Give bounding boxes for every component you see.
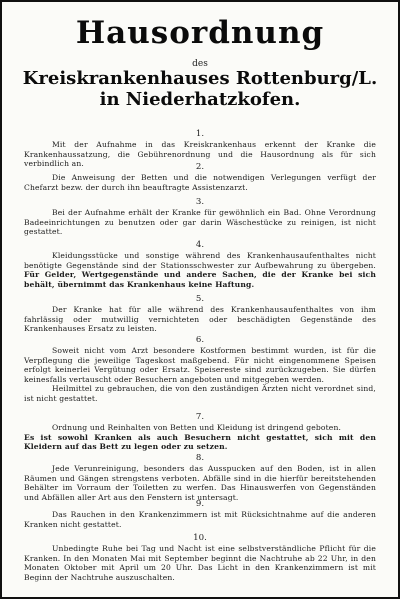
rule-text: Soweit nicht vom Arzt besondere Kostformen bestimmt wurden, ist für die Verpflegung die jeweilige Tageskost maßgebend. Für nicht eingenommene Speisen erfolgt keinerlei Vergütung oder Ersatz. Speisereste sind zurückzugeben. Sie dürfen keinesfalls vertauscht oder Besuchern angeboten und mitgegeben werden. <box>24 346 376 384</box>
rule-9 <box>2 499 398 529</box>
rule-number: 8. <box>195 453 205 463</box>
rule-text: Das Rauchen in den Krankenzimmern ist mit Rücksichtnahme auf die anderen Kranken nicht gestattet. <box>24 510 376 529</box>
title-connector: des <box>192 59 208 69</box>
rule-number: 6. <box>195 335 205 345</box>
rule-text: Die Anweisung der Betten und die notwendigen Verlegungen verfügt der Chefarzt bezw. der durch ihn beauftragte Assistenzarzt. <box>24 173 376 192</box>
rule-text: Der Kranke hat für alle während des Krankenhausaufenthaltes von ihm fahrlässig oder mutwillig vernichteten oder beschädigten Gegenstände des Krankenhauses Ersatz zu leisten. <box>24 305 376 334</box>
rule-text: Jede Verunreinigung, besonders das Ausspucken auf den Boden, ist in allen Räumen und Gängen strengstens verboten. Abfälle sind in die hierfür bereitstehenden Behälter im Vorraum der Toiletten zu werfen. Das Hinauswerfen von Gegenständen und Abfällen aller Art aus den Fenstern ist untersagt. <box>24 464 376 502</box>
rule-text: Bei der Aufnahme erhält der Kranke für gewöhnlich ein Bad. Ohne Verordnung Badeeinrichtungen zu benutzen oder gar darin Wäschestücke zu reinigen, ist nicht gestattet. <box>24 208 376 237</box>
rule-2 <box>2 162 398 192</box>
rule-text-bold: Es ist sowohl Kranken als auch Besuchern nicht gestattet, sich mit den Kleidern auf das Bett zu legen oder zu setzen. <box>24 432 376 452</box>
rule-text: Mit der Aufnahme in das Kreiskrankenhaus erkennt der Kranke die Krankenhaussatzung, die Gebührenordnung und die Hausordnung als für sich verbindlich an. <box>24 140 376 169</box>
rule-number: 7. <box>195 412 205 422</box>
page-title: Hausordnung <box>75 15 325 51</box>
rule-4 <box>2 240 398 289</box>
rule-3 <box>2 197 398 237</box>
rule-text: Kleidungsstücke und sonstige während des Krankenhausaufenthaltes nicht benötigte Gegenstände sind der Stationsschwester zur Aufbewahrung zu übergeben. <box>24 251 376 270</box>
institution-name: Kreiskrankenhauses Rottenburg/L. <box>22 68 378 89</box>
rule-text-bold: Für Gelder, Wertgegenstände und andere Sachen, die der Kranke bei sich behält, übernimmt das Krankenhaus keine Haftung. <box>24 270 376 289</box>
rule-10 <box>2 533 398 582</box>
rule-number: 2. <box>195 162 205 172</box>
rule-number: 10. <box>193 533 207 543</box>
rule-number: 4. <box>195 240 205 250</box>
rule-7 <box>2 412 398 452</box>
rule-6 <box>2 335 398 404</box>
rule-number: 5. <box>195 294 205 304</box>
institution-location: in Niederhatzkofen. <box>99 89 301 110</box>
rule-number: 3. <box>195 197 205 207</box>
rule-text: Unbedingte Ruhe bei Tag und Nacht ist eine selbstverständliche Pflicht für die Kranken. In den Monaten Mai mit September beginnt die Nachtruhe ab 22 Uhr, in den Monaten Oktober mit April um 20 Uhr. Das Licht in den Krankenzimmern ist mit Beginn der Nachtruhe auszuschalten. <box>24 544 376 582</box>
rule-5 <box>2 294 398 334</box>
rule-8 <box>2 453 398 502</box>
rule-number: 9. <box>195 499 205 509</box>
rule-number: 1. <box>195 129 205 139</box>
rule-text-2: Heilmittel zu gebrauchen, die von den zuständigen Ärzten nicht verordnet sind, ist nicht gestattet. <box>24 384 376 403</box>
rule-text: Ordnung und Reinhalten von Betten und Kleidung ist dringend geboten. <box>52 423 342 432</box>
